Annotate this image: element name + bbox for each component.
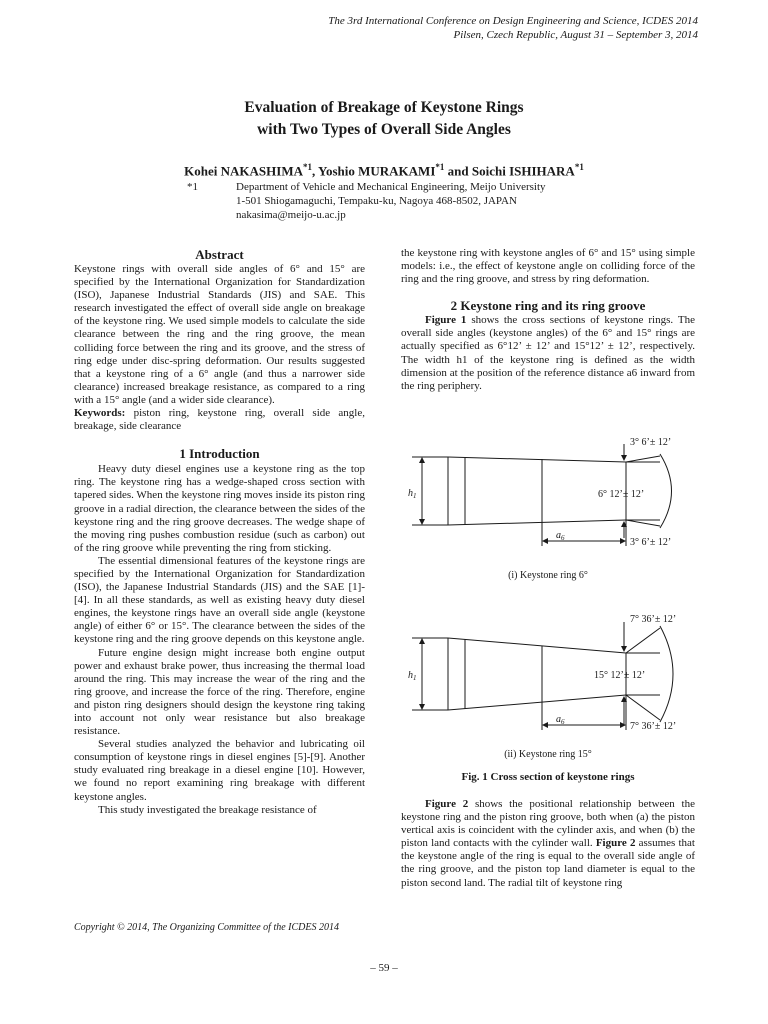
keywords-label: Keywords: [74,407,126,420]
ring-15-mid-angle: 15° 12’± 12’ [594,670,646,681]
ring-6-a-subscript: 6 [561,534,565,542]
right-continuation: the keystone ring with keystone angles of 6° and 15° using simple models: i.e., the effect of keystone angle on colliding force of the ring and the ring groove, and stress by ring deformation. [401,247,695,286]
affiliation-block [236,180,546,222]
ring-6-top-arrow [621,455,627,461]
affiliation-address: 1-501 Shiogamaguchi, Tempaku-ku, Nagoya 468-8502, JAPAN [236,195,517,207]
abstract-text: Keystone rings with overall side angles of 6° and 15° are specified by the International Organization for Standardization (ISO), Japanese Industrial Standards (JIS) and SAE. This research investigated the effect of overall side angle on breakage of the keystone ring. We used simple models to calculate the side clearance between the ring and the ring groove, the mean colliding force between the ring and its groove, and the stress of ring edge under disc-spring deformation. Our results suggested that a keystone ring of a 6° angle (and thus a narrower side clearance) increased breakage resistance, as compared to a ring with a 15° angle (and a wider side clearance). [74,263,365,406]
abstract-heading: Abstract [195,247,244,262]
section-2-paragraph-2-text-a: shows the positional relationship between the keystone ring and the piston ring groove, both when (a) the piston vertical axis is coincident with the cylinder axis, and when (b) the piston land contacts with the cylinder wall. [401,798,695,850]
ring-15-top-angle: 7° 36’± 12’ [630,614,677,625]
conference-header [328,14,698,42]
section-2-paragraph-2 [401,798,695,890]
ring-15-bottom-edge [448,695,626,710]
ring-6-bottom-edge [448,520,626,525]
ring-15-h-subscript: 1 [413,674,417,682]
intro-paragraph-5: This study investigated the breakage resistance of [98,803,317,816]
figure-2-ref-b: Figure 2 [595,837,636,850]
ring-15-h-arrow-top [419,638,425,644]
affiliation-mark: *1 [187,181,198,193]
author-3-mark: *1 [574,162,584,172]
ring-6-bottom-angle: 3° 6’± 12’ [630,537,672,548]
ring-15-a-subscript: 6 [561,718,565,726]
left-column [74,247,365,817]
ring-6-top-angle: 3° 6’± 12’ [630,437,672,448]
ring-15-bottom-angle: 7° 36’± 12’ [630,721,677,732]
conference-name: The 3rd International Conference on Design Engineering and Science, ICDES 2014 [328,15,698,27]
paper-title [0,97,768,141]
ring-6-mid-arc [660,454,672,528]
ring-15-h-arrow-bottom [419,704,425,710]
ring-15-top-extension [626,628,660,653]
ring-6-a-label [556,530,565,542]
ring-6-h-label [408,488,417,500]
title-line-2: with Two Types of Overall Side Angles [257,121,511,138]
intro-paragraph-2: The essential dimensional features of the keystone rings are specified by the International Organization for Standardization (ISO), the Japanese Industrial Standards (JIS) and the SAE [1]-[4]. In all these standards, as well as existing heavy duty diesel engines, the keystone rings have an overall side angle (keystone angle) of either 6° or 15°. The clearance between the sides of the keystone ring and the ring groove depends on this keystone angle. [74,554,365,646]
figure-1-sub-caption-ii: (ii) Keystone ring 15° [504,749,592,760]
ring-15-a-symbol: a [556,714,561,725]
ring-6-top-extension [626,456,660,462]
copyright-footer: Copyright © 2014, The Organizing Committee of the ICDES 2014 [74,922,339,933]
ring-15-a-arrow-right [620,722,626,728]
author-list [0,162,768,179]
ring-6-a-arrow-left [542,538,548,544]
ring-6-a-arrow-right [620,538,626,544]
author-2-mark: *1 [435,162,445,172]
keywords-list: piston ring, keystone ring, overall side angle, breakage, side clearance [74,407,365,433]
ring-6-h-symbol: h [408,488,413,499]
section-2-paragraph-1-text: shows the cross sections of keystone rings. The overall side angles (keystone angles) of the 6° and 15° rings are actually specified as 6°12’ ± 12’ and 15°12’ ± 12’, respectively. The width h1 of the keystone ring is defined as the width dimension at the position of the reference distance a6 inward from the ring periphery. [401,314,695,392]
introduction-heading: 1 Introduction [179,446,260,462]
author-1: Kohei NAKASHIMA [184,163,303,179]
affiliation-department: Department of Vehicle and Mechanical Engineering, Meijo University [236,181,546,193]
section-2-paragraph-2-text-b: assumes that the keystone angle of the ring is equal to the overall side angle of the ring groove, and the piston top land diameter is equal to the piston second land. The radial tilt of keystone ring [401,837,695,889]
author-separator: and [444,163,472,179]
ring-15-top-edge [448,638,626,653]
page-number: – 59 – [370,962,398,974]
ring-15-a-arrow-left [542,722,548,728]
intro-paragraph-3: Future engine design might increase both engine output power and exhaust brake power, thus increasing the thermal load around the ring. This may increase the wear of the ring and the ring groove, and increase the force of the ring. Therefore, engine and piston ring designers should design the keystone ring taking into account not only wear resistance but also breakage resistance. [74,646,365,738]
figure-1-ref: Figure 1 [425,314,467,327]
ring-6-h-arrow-bottom [419,519,425,525]
intro-paragraph-4: Several studies analyzed the behavior and lubricating oil consumption of keystone rings in diesel engines [5]-[9]. Another study evaluated ring breakage in a diesel engine [10]. However, we found no report examining ring breakage with different keystone angles. [74,738,365,803]
figure-1-sub-caption-i: (i) Keystone ring 6° [508,570,588,581]
figure-1-ring-6deg [398,430,698,552]
figure-1-ring-15deg [398,610,698,736]
ring-15-mid-arc [660,626,673,722]
ring-6-bottom-extension [626,520,660,526]
ring-15-bottom-extension [626,695,660,720]
ring-15-h-symbol: h [408,670,413,681]
ring-6-mid-angle: 6° 12’± 12’ [598,489,645,500]
right-column-bottom [401,798,695,890]
affiliation-email: nakasima@meijo-u.ac.jp [236,209,346,221]
figure-2-ref-a: Figure 2 [425,798,469,810]
ring-6-h-subscript: 1 [413,492,417,500]
ring-15-top-arrow [621,646,627,652]
ring-6-h-arrow-top [419,457,425,463]
section-2-paragraph-1 [401,314,695,393]
ring-15-a-label [556,714,565,726]
section-2-heading: 2 Keystone ring and its ring groove [450,298,646,314]
author-1-mark: *1 [302,162,312,172]
conference-location: Pilsen, Czech Republic, August 31 – September 3, 2014 [453,29,698,41]
title-line-1: Evaluation of Breakage of Keystone Rings [244,99,524,116]
keywords-paragraph [74,407,365,433]
ring-15-h-label [408,670,417,682]
ring-6-a-symbol: a [556,530,561,541]
right-column-top [401,247,695,393]
author-2: Yoshio MURAKAMI [318,163,436,179]
intro-paragraph-1: Heavy duty diesel engines use a keystone ring as the top ring. The keystone ring has a wedge-shaped cross section with tapered sides. When the keystone ring moves inside its piston ring groove in a radial direction, the clearance between the sides of the keystone ring and the ring groove decreases. The wedge shape of the moving ring pushes combustion residue (such as carbon) out of the ring groove while preventing the ring from sticking. [74,463,365,554]
author-3: Soichi ISHIHARA [471,163,575,179]
ring-6-top-edge [448,457,626,462]
figure-1-caption: Fig. 1 Cross section of keystone rings [461,771,635,783]
author-separator: , [311,163,319,179]
